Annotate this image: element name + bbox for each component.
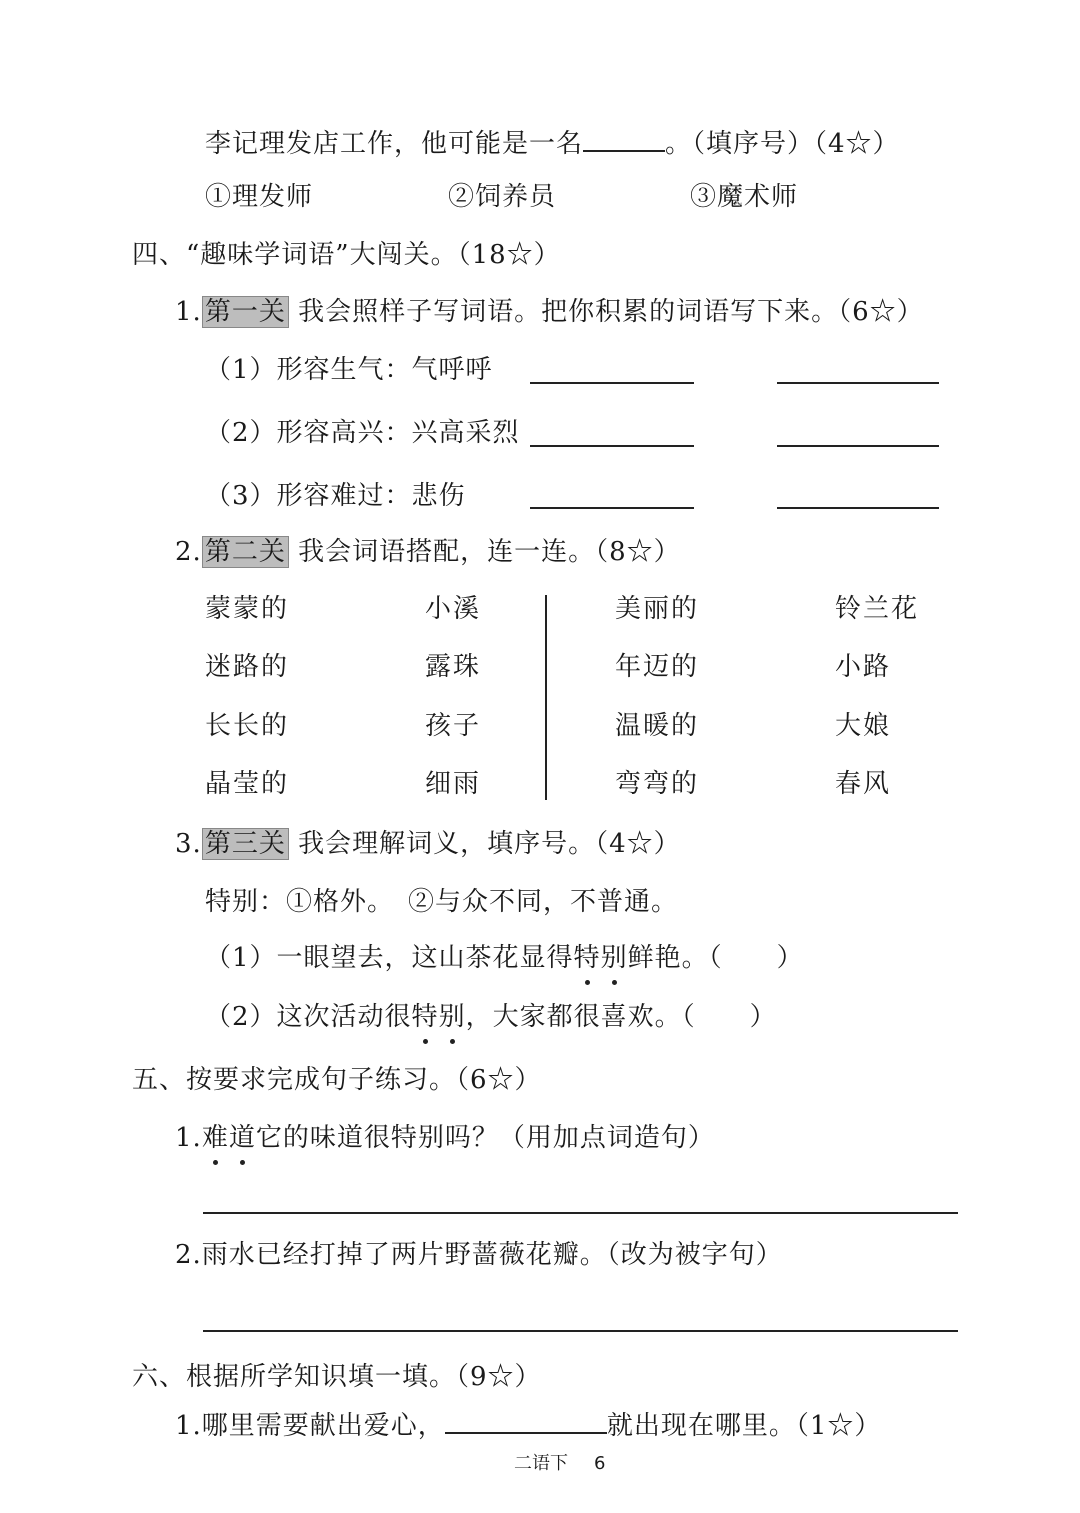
s6-q1-pre: 1.哪里需要献出爱心，: [175, 1411, 445, 1441]
s4-q1-item-2-blank-a[interactable]: [530, 445, 694, 447]
emphasis-char: 特: [573, 943, 601, 973]
s4-q3-definition: 特别：①格外。 ②与众不同，不普通。: [205, 887, 679, 917]
s4-q3-tag: 第三关: [202, 828, 289, 860]
s4-q3-s1-answer[interactable]: 鲜艳。（ ）: [627, 943, 804, 973]
s4-q1-tag: 第一关: [202, 296, 289, 328]
s5-q2: 2.雨水已经打掉了两片野蔷薇花瓣。（改为被字句）: [175, 1240, 783, 1270]
s5-q1-answer-line[interactable]: [203, 1212, 958, 1214]
s4-q3-s2-answer[interactable]: ，大家都很喜欢。（ ）: [465, 1002, 777, 1032]
match-left-b-3[interactable]: 孩子: [425, 711, 482, 741]
match-right-b-4[interactable]: 春风: [835, 769, 892, 799]
s4-q3-s2-pre: （2）这次活动很: [205, 1002, 412, 1032]
emphasis-char: 别: [600, 943, 628, 973]
match-left-b-2[interactable]: 露珠: [425, 652, 482, 682]
match-right-a-2[interactable]: 年迈的: [615, 652, 700, 682]
q3-tail-text: 李记理发店工作，他可能是一名: [205, 129, 584, 159]
page-number: 6: [594, 1453, 606, 1474]
s4-q1-item-2: （2）形容高兴：兴高采烈: [205, 418, 520, 448]
match-left-a-1[interactable]: 蒙蒙的: [205, 594, 290, 624]
match-left-a-4[interactable]: 晶莹的: [205, 769, 290, 799]
footer: [514, 1452, 605, 1476]
s4-q3-text: 我会理解词义，填序号。（4☆）: [298, 829, 681, 859]
match-right-b-2[interactable]: 小路: [835, 652, 892, 682]
s6-q1-post: 就出现在哪里。（1☆）: [606, 1411, 882, 1441]
match-left-a-3[interactable]: 长长的: [205, 711, 290, 741]
s4-q1-item-3-blank-b[interactable]: [777, 507, 939, 509]
q3-option-3: ③魔术师: [690, 182, 799, 212]
q3-answer-blank[interactable]: [583, 124, 665, 152]
s4-q1-item-1: （1）形容生气：气呼呼: [205, 355, 493, 385]
s4-q2-tag: 第二关: [202, 536, 289, 568]
s4-q1-item-3-blank-a[interactable]: [530, 507, 694, 509]
match-left-b-1[interactable]: 小溪: [425, 594, 482, 624]
s4-q2-line: [175, 535, 681, 569]
s4-q3-num: 3.: [175, 829, 202, 859]
section4-title: 四、“趣味学词语”大闯关。（18☆）: [132, 240, 561, 270]
s4-q3-sentence-1: [205, 941, 804, 975]
emphasis-char: 难: [201, 1123, 229, 1153]
s4-q3-sentence-2: [205, 1000, 777, 1034]
s6-q1-blank[interactable]: [445, 1406, 607, 1434]
match-divider: [545, 595, 547, 800]
match-right-a-3[interactable]: 温暖的: [615, 711, 700, 741]
match-left-a-2[interactable]: 迷路的: [205, 652, 290, 682]
emphasis-char: 道: [228, 1123, 256, 1153]
s4-q2-text: 我会词语搭配，连一连。（8☆）: [298, 537, 681, 567]
s4-q2-num: 2.: [175, 537, 202, 567]
s5-q1-num: 1.: [175, 1123, 202, 1153]
s4-q1-item-3: （3）形容难过：悲伤: [205, 481, 466, 511]
s4-q1-item-1-blank-a[interactable]: [530, 382, 694, 384]
s4-q1-item-1-blank-b[interactable]: [777, 382, 939, 384]
s4-q3-s1-pre: （1）一眼望去，这山茶花显得: [205, 943, 574, 973]
emphasis-char: 特: [411, 1002, 439, 1032]
s5-q2-answer-line[interactable]: [203, 1330, 958, 1332]
s6-q1-line: [175, 1406, 881, 1443]
s4-q1-item-2-blank-b[interactable]: [777, 445, 939, 447]
section5-title: 五、按要求完成句子练习。（6☆）: [132, 1065, 542, 1095]
s4-q1-line: [175, 295, 924, 329]
match-right-a-1[interactable]: 美丽的: [615, 594, 700, 624]
q3-tail-after: 。（填序号）（4☆）: [665, 129, 900, 159]
match-right-a-4[interactable]: 弯弯的: [615, 769, 700, 799]
s4-q1-text: 我会照样子写词语。把你积累的词语写下来。（6☆）: [298, 297, 924, 327]
q3-option-2: ②饲养员: [448, 182, 557, 212]
s5-q1-line: [175, 1121, 715, 1155]
q3-tail-line: [205, 124, 900, 161]
emphasis-char: 别: [438, 1002, 466, 1032]
q3-option-1: ①理发师: [205, 182, 314, 212]
match-right-b-3[interactable]: 大娘: [835, 711, 892, 741]
match-left-b-4[interactable]: 细雨: [425, 769, 482, 799]
s5-q1-text: 它的味道很特别吗？（用加点词造句）: [255, 1123, 715, 1153]
section6-title: 六、根据所学知识填一填。（9☆）: [132, 1362, 542, 1392]
footer-label: 二语下: [514, 1453, 568, 1474]
s4-q1-num: 1.: [175, 297, 202, 327]
s4-q3-line: [175, 827, 681, 861]
match-right-b-1[interactable]: 铃兰花: [835, 594, 920, 624]
